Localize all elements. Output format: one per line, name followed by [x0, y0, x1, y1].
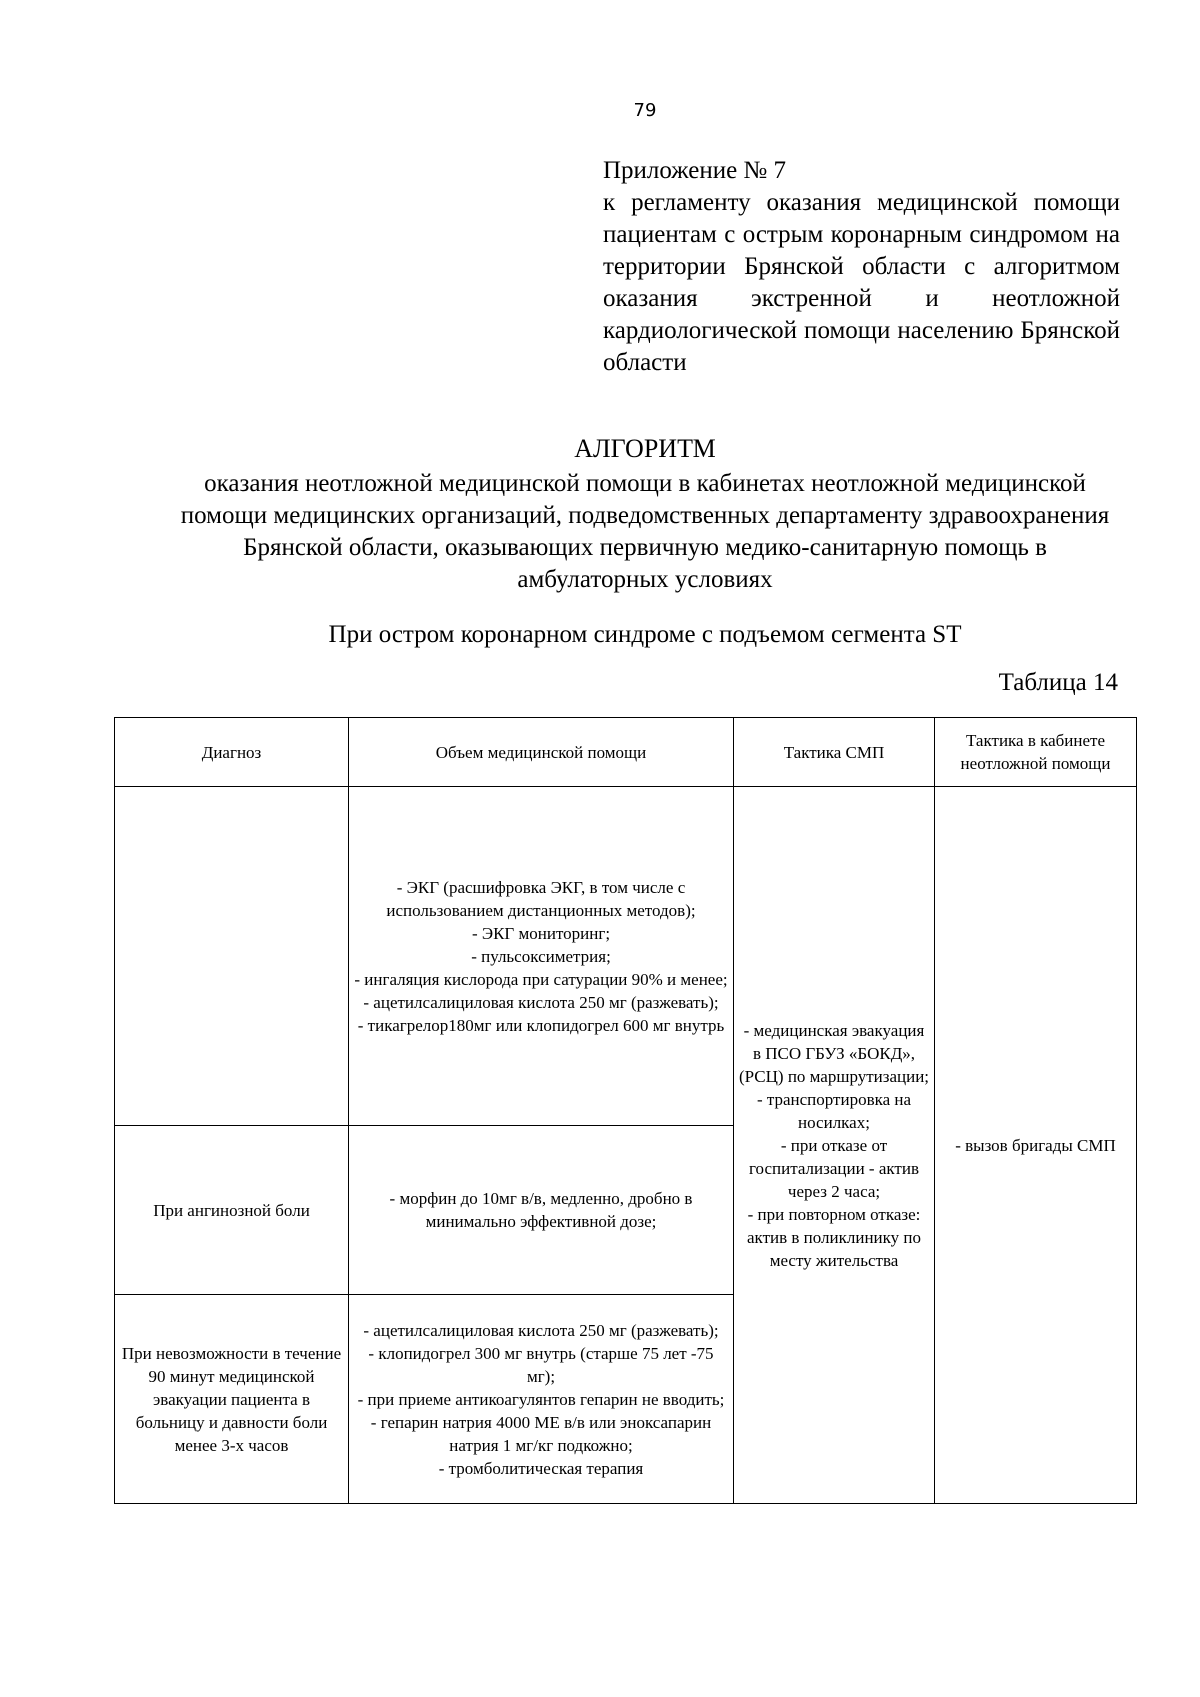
volume-item: - ЭКГ мониторинг; — [471, 923, 611, 943]
header-diagnosis: Диагноз — [115, 718, 349, 787]
volume-item: - ингаляция кислорода при сатурации 90% и менее; — [354, 969, 728, 989]
volume-item: - пульсоксиметрия; — [471, 946, 611, 966]
volume-item: - тикагрелор180мг или клопидогрел 600 мг внутрь — [357, 1015, 725, 1035]
volume-item: - клопидогрел 300 мг внутрь (старше 75 лет -75 мг); — [368, 1343, 714, 1386]
volume-cell — [349, 787, 734, 1126]
table-header-row — [115, 718, 1137, 787]
smp-tactics-item: - при отказе от госпитализации - актив через 2 часа; — [749, 1135, 919, 1201]
header-office-tactics: Тактика в кабинете неотложной помощи — [935, 718, 1137, 787]
office-tactics-cell: - вызов бригады СМП — [935, 787, 1137, 1504]
smp-tactics-cell — [734, 787, 935, 1504]
algorithm-table — [114, 717, 1137, 1504]
annex-header — [603, 155, 1120, 379]
diagnosis-cell: При ангинозной боли — [115, 1126, 349, 1295]
condition-heading: При остром коронарном синдроме с подъемом сегмента ST — [328, 621, 962, 648]
diagnosis-cell: При невозможности в течение 90 минут медицинской эвакуации пациента в больницу и давности боли менее 3-х часов — [115, 1295, 349, 1504]
page-number: 79 — [633, 100, 657, 121]
table-label: Таблица 14 — [998, 669, 1118, 696]
smp-tactics-item: - транспортировка на носилках; — [756, 1089, 912, 1132]
volume-item: - морфин до 10мг в/в, медленно, дробно в минимально эффективной дозе; — [389, 1189, 693, 1231]
algorithm-subtitle: оказания неотложной медицинской помощи в кабинетах неотложной медицинской помощи медицинских организаций, подведомственных департаменту здравоохранения Брянской области, оказывающих первичную медико-санитарную помощь в амбулаторных условиях — [180, 470, 1110, 593]
smp-tactics-item: - медицинская эвакуация в ПСО ГБУЗ «БОКД», (РСЦ) по маршрутизации; — [738, 1020, 930, 1086]
volume-cell — [349, 1295, 734, 1504]
diagnosis-cell — [115, 787, 349, 1126]
table-row — [115, 787, 1137, 1126]
volume-cell — [349, 1126, 734, 1295]
volume-item: - тромболитическая терапия — [438, 1458, 644, 1478]
volume-item: - ацетилсалициловая кислота 250 мг (разжевать); — [363, 992, 719, 1012]
volume-item: - при приеме антикоагулянтов гепарин не вводить; — [357, 1389, 725, 1409]
algorithm-title: АЛГОРИТМ — [574, 434, 716, 463]
smp-tactics-item: - при повторном отказе: актив в поликлинику по месту жительства — [746, 1204, 922, 1270]
header-smp-tactics: Тактика СМП — [734, 718, 935, 787]
header-volume: Объем медицинской помощи — [349, 718, 734, 787]
volume-item: - гепарин натрия 4000 МЕ в/в или эноксапарин натрия 1 мг/кг подкожно; — [370, 1412, 712, 1455]
volume-item: - ацетилсалициловая кислота 250 мг (разжевать); — [363, 1320, 719, 1340]
annex-body: к регламенту оказания медицинской помощи пациентам с острым коронарным синдромом на территории Брянской области с алгоритмом оказания экстренной и неотложной кардиологической помощи населению Брянской области — [603, 189, 1120, 376]
volume-item: - ЭКГ (расшифровка ЭКГ, в том числе с использованием дистанционных методов); — [386, 877, 696, 920]
annex-title: Приложение № 7 — [603, 157, 787, 184]
